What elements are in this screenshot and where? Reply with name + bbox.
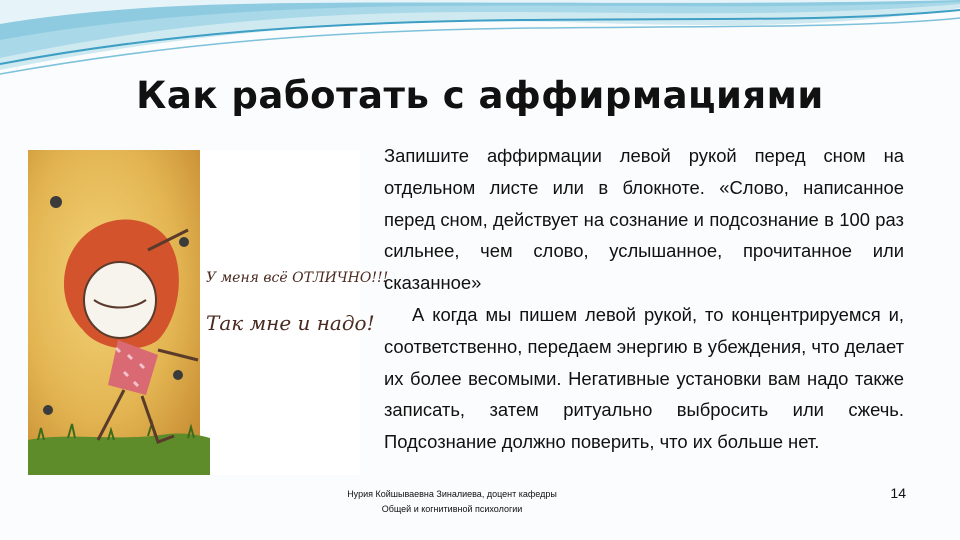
bug: [50, 196, 62, 208]
footer-author: [318, 487, 586, 517]
slide-title: Как работать с аффирмациями: [136, 74, 824, 117]
picture-caption-line1: У меня всё ОТЛИЧНО!!!: [206, 270, 389, 286]
footer-author-line2: Общей и когнитивной психологии: [381, 504, 523, 514]
slide-number: 14: [890, 485, 906, 501]
body-text: [384, 140, 904, 458]
paragraph-1: Запишите аффирмации левой рукой перед сном на отдельном листе или в блокноте. «Слово, написанное перед сном, действует на сознание и подсознание в 100 раз сильнее, чем слово, услышанное, прочитанное или сказанное»: [384, 145, 904, 294]
picture-caption-line2: Так мне и надо!: [206, 311, 375, 335]
footer-author-line1: Нурия Койшываевна Зиналиева, доцент кафедры: [347, 489, 557, 499]
grass: [28, 433, 210, 475]
paragraph-2: А когда мы пишем левой рукой, то концентрируемся и, соответственно, передаем энергию в убеждения, что делает их более весомыми. Негативные установки вам надо также записать, затем ритуально выбросить или сжечь. Подсознание должно поверить, что их больше нет.: [384, 303, 904, 453]
affirmation-illustration: [28, 150, 389, 480]
